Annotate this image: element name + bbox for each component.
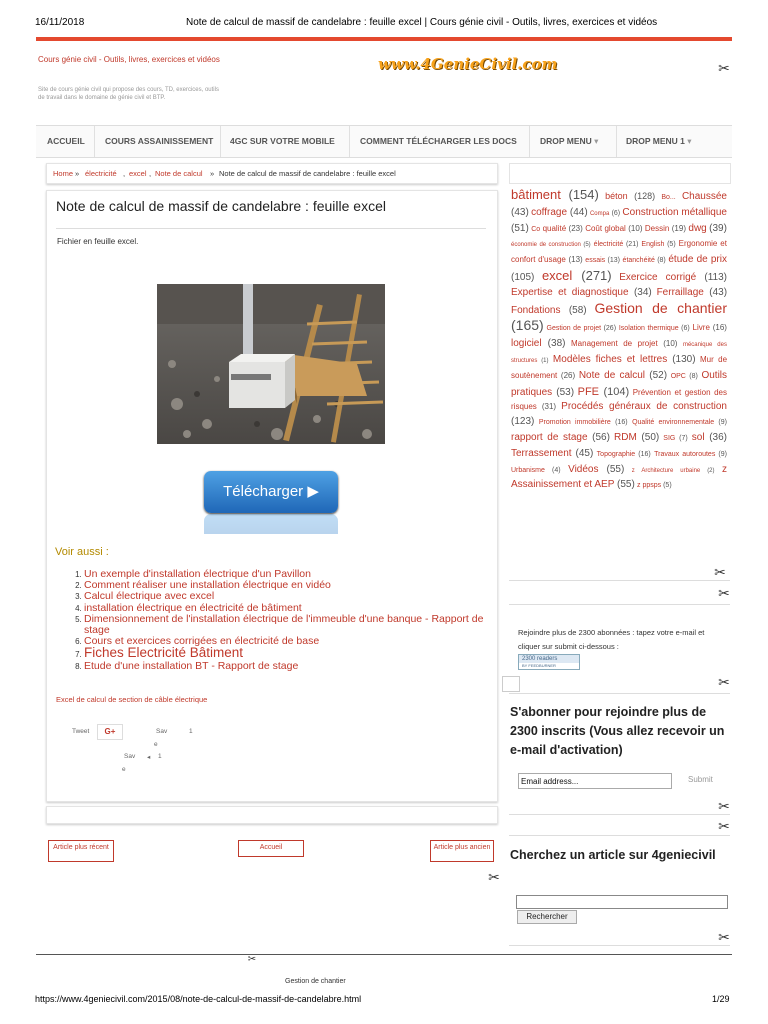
label-cloud-name: Co	[531, 225, 541, 233]
label-cloud-name: qualité	[542, 223, 567, 233]
label-cloud-name: rapport de stage	[511, 431, 588, 443]
label-cloud-name: Outils pratiques	[511, 369, 728, 398]
nav-item-mobile[interactable]: 4GC SUR VOTRE MOBILE	[230, 136, 335, 146]
sidebar-top-box	[509, 163, 731, 184]
label-cloud-name: excel	[541, 267, 573, 283]
label-cloud-item[interactable]	[605, 191, 655, 201]
nav-item-drop-menu[interactable]	[540, 136, 598, 147]
label-cloud	[511, 188, 727, 494]
candelabre-foundation-photo	[157, 284, 385, 444]
related-link[interactable]: Calcul électrique avec excel	[84, 590, 215, 603]
label-cloud-name: Prévention et gestion des risques	[511, 387, 727, 412]
label-cloud-name: Ergonomie et confort d'usage	[511, 239, 727, 265]
label-cloud-item[interactable]	[539, 419, 628, 426]
label-cloud-name: Fondations	[511, 304, 561, 316]
label-cloud-item[interactable]	[637, 482, 672, 489]
label-cloud-item[interactable]	[511, 467, 561, 474]
label-cloud-count: (271)	[581, 267, 612, 283]
label-cloud-item[interactable]	[692, 432, 727, 443]
label-cloud-name: z Architecture urbaine	[631, 467, 701, 474]
label-cloud-name: Bo...	[661, 194, 676, 201]
footer-label: Gestion de chantier	[285, 978, 346, 985]
label-cloud-count: (34)	[633, 286, 652, 298]
post-footer	[46, 806, 498, 824]
label-cloud-name: Mur de soutènement	[511, 354, 728, 380]
newer-post-button[interactable]: Article plus récent	[48, 840, 114, 862]
label-cloud-item[interactable]	[585, 257, 620, 264]
label-cloud-count: (50)	[641, 431, 660, 443]
label-cloud-item[interactable]	[663, 339, 677, 348]
label-cloud-count: (55)	[616, 479, 635, 491]
nav-item-telecharger[interactable]: COMMENT TÉLÉCHARGER LES DOCS	[360, 136, 517, 146]
label-cloud-count: (23)	[568, 223, 583, 233]
related-link[interactable]: Comment réaliser une installation électrique en vidéo	[84, 579, 331, 592]
label-cloud-count: (39)	[709, 222, 727, 234]
tweet-button[interactable]: Tweet	[72, 728, 90, 735]
edit-tools-icon[interactable]: ✂	[718, 585, 730, 601]
label-cloud-name: mécanique des structures	[511, 342, 727, 364]
sidebar-divider	[509, 604, 730, 605]
label-cloud-count: (8)	[689, 372, 698, 380]
label-cloud-name: English	[641, 241, 665, 249]
label-cloud-count: (7)	[679, 434, 688, 442]
label-cloud-count: (113)	[704, 271, 727, 283]
label-cloud-name: Dessin	[644, 223, 670, 233]
save-count: 1	[189, 728, 193, 735]
label-cloud-count: (44)	[569, 206, 588, 218]
label-cloud-item[interactable]	[568, 464, 624, 475]
label-cloud-name: Management de projet	[571, 339, 658, 349]
label-cloud-count: (5)	[663, 482, 672, 490]
label-cloud-name: Terrassement	[511, 447, 572, 459]
label-cloud-name: économie de construction	[511, 242, 581, 249]
search-heading: Cherchez un article sur 4geniecivil	[510, 848, 716, 862]
label-cloud-count: (13)	[568, 255, 583, 265]
edit-tools-icon[interactable]: ✂	[718, 818, 730, 834]
label-cloud-item[interactable]	[531, 207, 588, 218]
label-cloud-item[interactable]	[671, 373, 698, 380]
excel-related-link[interactable]: Excel de calcul de section de câble électrique	[56, 695, 208, 704]
related-link[interactable]: Un exemple d'installation électrique d'un Pavillon	[84, 568, 311, 580]
label-cloud-item[interactable]	[654, 451, 727, 458]
email-field[interactable]: Email address...	[518, 773, 672, 789]
label-cloud-item[interactable]	[693, 323, 727, 332]
nav-item-drop-menu-label: DROP MENU	[540, 136, 592, 146]
label-cloud-name: Procédés généraux de construction	[561, 401, 727, 413]
google-plus-button[interactable]: G+	[97, 724, 123, 740]
label-cloud-item[interactable]	[511, 338, 565, 349]
label-cloud-name: étanchéité	[622, 257, 655, 265]
download-button-reflection	[204, 514, 338, 534]
label-cloud-count: (104)	[603, 385, 630, 398]
post-intro: Fichier en feuille excel.	[57, 237, 139, 246]
label-cloud-item[interactable]	[657, 287, 727, 298]
related-link[interactable]: Dimensionnement de l'installation électrique de l'immeuble d'une banque - Rapport de stage	[84, 612, 484, 637]
label-cloud-name: Gestion de chantier	[594, 299, 727, 316]
edit-tools-icon[interactable]: ✂	[718, 798, 730, 814]
label-cloud-item[interactable]	[585, 224, 642, 233]
label-cloud-name: z Assainissement et AEP	[511, 463, 727, 491]
label-cloud-count: (36)	[709, 431, 728, 443]
label-cloud-count: (2)	[707, 467, 715, 474]
label-cloud-count: (19)	[671, 223, 686, 233]
label-cloud-count: (6)	[611, 209, 621, 217]
label-cloud-item[interactable]	[542, 268, 612, 283]
label-cloud-name: Exercice corrigé	[619, 271, 697, 283]
label-cloud-name: OPC	[670, 372, 686, 380]
label-cloud-name: Gestion de projet	[546, 325, 602, 333]
label-cloud-name: Urbanisme	[511, 466, 545, 474]
subscribe-text: Rejoindre plus de 2300 abonnées : tapez votre e-mail et cliquer sur submit ci-dessous :	[518, 628, 705, 651]
edit-tools-icon[interactable]: ✂	[718, 60, 730, 76]
label-cloud-count: (21)	[625, 241, 639, 249]
related-link[interactable]: installation électrique en électricité de bâtiment	[84, 601, 302, 614]
breadcrumb-current: Note de calcul de massif de candelabre : feuille excel	[219, 169, 396, 178]
label-cloud-item[interactable]	[597, 451, 651, 458]
main-nav	[36, 125, 732, 158]
site-logo[interactable]: www.4GenieCivil.com	[378, 55, 558, 73]
label-cloud-item[interactable]	[531, 226, 540, 233]
print-url: https://www.4geniecivil.com/2015/08/note-de-calcul-de-massif-de-candelabre.html	[35, 994, 362, 1004]
label-cloud-item[interactable]	[594, 241, 639, 248]
counter-by: BY FEEDBURNER	[522, 663, 556, 668]
print-date: 16/11/2018	[35, 17, 85, 28]
label-cloud-item[interactable]	[511, 305, 587, 316]
label-cloud-count: (45)	[575, 447, 594, 459]
download-button[interactable]: Télécharger ▶	[204, 471, 338, 513]
label-cloud-name: Construction métallique	[622, 206, 727, 218]
label-cloud-name: Modèles fiches et lettres	[552, 353, 668, 365]
label-cloud-item[interactable]	[579, 370, 667, 381]
sidebar-divider	[509, 580, 730, 581]
label-cloud-name: Livre	[692, 323, 710, 333]
submit-button[interactable]: Submit	[688, 775, 713, 784]
label-cloud-name: Coût global	[585, 223, 626, 233]
label-cloud-name: Expertise et diagnostique	[511, 286, 629, 298]
label-cloud-item[interactable]	[709, 223, 727, 234]
label-cloud-item[interactable]	[511, 242, 591, 248]
label-cloud-item[interactable]	[547, 325, 617, 332]
chevron-down-icon: ▾	[687, 136, 692, 146]
label-cloud-count: (8)	[657, 257, 666, 265]
save-button-2[interactable]: Sav	[124, 753, 136, 760]
label-cloud-item[interactable]	[663, 435, 687, 442]
search-button[interactable]: Rechercher	[517, 910, 577, 924]
label-cloud-count: (52)	[649, 369, 668, 381]
label-cloud-item[interactable]	[553, 354, 696, 365]
widget-placeholder	[502, 676, 520, 692]
label-cloud-item[interactable]	[619, 325, 690, 332]
edit-tools-icon[interactable]: ✂	[718, 929, 730, 945]
label-cloud-count: (16)	[712, 323, 727, 333]
sidebar-divider	[509, 835, 730, 836]
save-button[interactable]: Sav	[156, 728, 168, 735]
label-cloud-item[interactable]	[614, 432, 659, 443]
label-cloud-count: (130)	[672, 353, 696, 365]
label-cloud-name: Isolation thermique	[618, 325, 679, 333]
save-suffix: e	[154, 741, 158, 748]
label-cloud-count: (165)	[511, 317, 544, 334]
label-cloud-count: (26)	[603, 325, 617, 333]
label-cloud-count: (5)	[667, 241, 676, 249]
title-divider	[56, 228, 486, 229]
label-cloud-name: logiciel	[511, 338, 542, 350]
label-cloud-item[interactable]	[688, 223, 706, 234]
subscribe-heading: S'abonner pour rejoindre plus de 2300 inscrits (Vous allez recevoir un e-mail d'activation)	[510, 705, 725, 757]
sidebar-divider	[509, 945, 730, 946]
label-cloud-name: Vidéos	[568, 463, 599, 475]
label-cloud-count: (123)	[511, 416, 535, 428]
home-button[interactable]: Accueil	[238, 840, 304, 857]
label-cloud-name: sol	[691, 431, 705, 443]
label-cloud-count: (58)	[568, 304, 587, 316]
site-description: Site de cours génie civil qui propose des cours, TD, exercices, outils de travail dans le domaine de génie civil et BTP.	[38, 87, 219, 101]
label-cloud-count: (128)	[634, 191, 656, 201]
breadcrumb-sep: »	[75, 169, 80, 178]
label-cloud-name: électricité	[593, 241, 624, 249]
label-cloud-count: (56)	[592, 431, 610, 443]
label-cloud-count: (53)	[556, 386, 575, 398]
nav-divider	[529, 126, 530, 157]
label-cloud-item[interactable]	[511, 187, 599, 202]
see-also-heading: Voir aussi :	[55, 546, 109, 558]
label-cloud-count: (1)	[541, 357, 549, 364]
site-name-link[interactable]: Cours génie civil - Outils, livres, exercices et vidéos	[38, 55, 220, 64]
related-link[interactable]: Cours et exercices corrigées en électricité de base	[84, 635, 320, 648]
label-cloud-item[interactable]	[619, 272, 727, 283]
label-cloud-name: PFE	[577, 385, 600, 398]
label-cloud-count: (38)	[547, 338, 566, 350]
nav-divider	[220, 126, 221, 157]
label-cloud-count: (51)	[511, 222, 529, 234]
label-cloud-item[interactable]	[632, 419, 727, 426]
related-link[interactable]: Etude d'une installation BT - Rapport de stage	[84, 659, 299, 672]
label-cloud-item[interactable]	[632, 468, 715, 474]
label-cloud-name: Qualité environnementale	[632, 419, 715, 427]
edit-tools-icon[interactable]: ✂	[714, 564, 726, 580]
chevron-down-icon: ▾	[594, 136, 599, 146]
label-cloud-count: (105)	[511, 271, 535, 283]
sidebar-divider	[509, 693, 730, 694]
post-title: Note de calcul de massif de candelabre : feuille excel	[56, 198, 386, 214]
label-cloud-item[interactable]	[543, 224, 583, 233]
list-item	[84, 614, 504, 636]
label-cloud-item[interactable]	[645, 224, 686, 233]
label-cloud-count: (31)	[541, 402, 557, 412]
footer-divider	[36, 954, 732, 955]
nav-item-cours-assainissement[interactable]: COURS ASSAINISSEMENT	[105, 136, 214, 146]
label-cloud-item[interactable]	[578, 386, 630, 398]
label-cloud-count: (10)	[628, 223, 643, 233]
label-cloud-name: Topographie	[596, 450, 636, 458]
label-cloud-count: (26)	[560, 370, 576, 380]
label-cloud-name: Note de calcul	[578, 369, 646, 381]
label-cloud-item[interactable]	[511, 287, 652, 298]
print-page-number: 1/29	[712, 994, 730, 1004]
label-cloud-count: (4)	[552, 466, 561, 474]
label-cloud-name: Chaussée	[681, 191, 727, 202]
label-cloud-item[interactable]	[590, 211, 609, 217]
label-cloud-item[interactable]	[623, 257, 666, 264]
breadcrumb-electricite[interactable]: électricité	[85, 169, 117, 178]
breadcrumb-note-de-calcul[interactable]: Note de calcul	[155, 169, 203, 178]
breadcrumb-home[interactable]: Home	[53, 169, 74, 178]
search-input[interactable]	[516, 895, 728, 909]
related-link[interactable]: Fiches Electricité Bâtiment	[84, 645, 244, 661]
label-cloud-count: (43)	[511, 206, 529, 218]
nav-item-drop-menu-1[interactable]	[626, 136, 692, 147]
label-cloud-count: (154)	[568, 187, 599, 202]
list-item	[84, 661, 504, 672]
label-cloud-count: (43)	[709, 286, 728, 298]
breadcrumb-sep: »	[210, 169, 215, 178]
save-suffix-2: e	[122, 766, 126, 773]
breadcrumb	[46, 163, 498, 184]
label-cloud-name: Ferraillage	[656, 286, 704, 298]
feedburner-counter[interactable]	[518, 654, 580, 670]
label-cloud-name: dwg	[688, 222, 707, 234]
label-cloud-count: (55)	[606, 463, 625, 475]
label-cloud-name: Travaux autoroutes	[654, 450, 716, 458]
label-cloud-item[interactable]	[641, 241, 675, 248]
breadcrumb-excel[interactable]: excel	[129, 169, 147, 178]
label-cloud-count: (9)	[718, 419, 727, 427]
edit-tools-icon[interactable]: ✂	[718, 674, 730, 690]
label-cloud-item[interactable]	[661, 194, 675, 201]
label-cloud-count: (13)	[607, 257, 620, 265]
nav-item-accueil[interactable]: ACCUEIL	[47, 136, 85, 146]
label-cloud-name: Compa	[589, 210, 610, 217]
label-cloud-name: béton	[605, 191, 628, 201]
label-cloud-count: (10)	[663, 339, 678, 349]
label-cloud-name: bâtiment	[511, 187, 561, 202]
nav-divider	[94, 126, 95, 157]
label-cloud-item[interactable]	[612, 210, 621, 217]
label-cloud-name: RDM	[614, 431, 637, 443]
breadcrumb-sep: ,	[123, 169, 126, 178]
label-cloud-count: (9)	[718, 450, 727, 458]
edit-tools-icon[interactable]: ✂	[488, 869, 500, 885]
label-cloud-name: z ppsps	[637, 482, 662, 490]
breadcrumb-sep: ,	[149, 169, 152, 178]
related-posts-list	[67, 569, 504, 672]
label-cloud-name: coffrage	[531, 206, 568, 218]
label-cloud-count: (5)	[583, 242, 591, 249]
label-cloud-count: (16)	[638, 450, 651, 458]
print-page-title: Note de calcul de massif de candelabre : feuille excel | Cours génie civil - Outils, livres, exercices et vidéos	[186, 17, 658, 28]
label-cloud-name: étude de prix	[668, 254, 727, 266]
arrow-left-icon: ◂	[147, 754, 151, 761]
label-cloud-count: (6)	[681, 325, 690, 333]
label-cloud-name: SIG	[663, 434, 676, 442]
edit-tools-icon[interactable]: ✂	[247, 954, 257, 965]
counter-readers: 2300 readers	[519, 655, 579, 663]
nav-item-drop-menu-1-label: DROP MENU 1	[626, 136, 685, 146]
label-cloud-item[interactable]	[571, 339, 658, 348]
older-post-button[interactable]: Article plus ancien	[430, 840, 494, 862]
top-accent-bar	[36, 37, 732, 41]
label-cloud-item[interactable]	[511, 448, 593, 459]
nav-divider	[349, 126, 350, 157]
label-cloud-name: essais	[585, 257, 606, 265]
label-cloud-name: Promotion immobilière	[538, 419, 611, 427]
sidebar-divider	[509, 814, 730, 815]
nav-divider	[616, 126, 617, 157]
label-cloud-item[interactable]	[511, 432, 610, 443]
save-count-2: 1	[158, 753, 162, 760]
label-cloud-count: (16)	[615, 419, 628, 427]
